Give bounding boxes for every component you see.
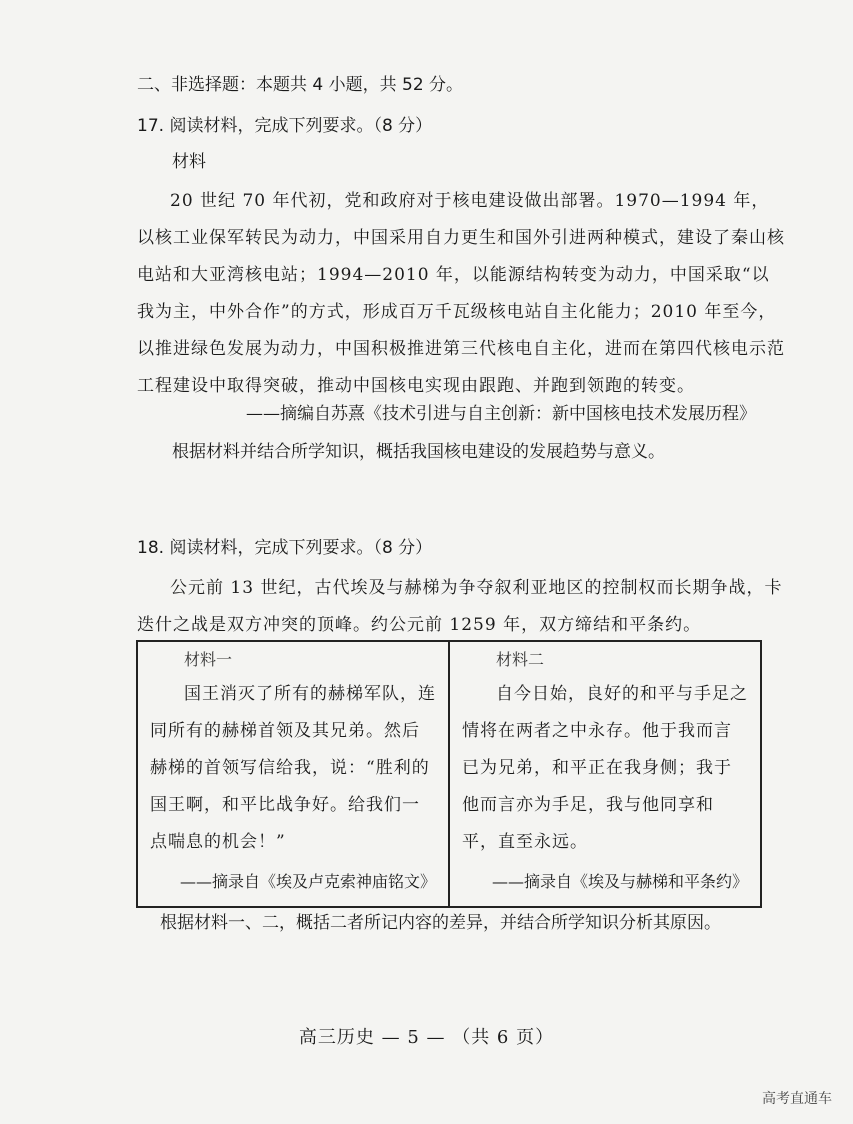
material-2-source: ——摘录自《埃及与赫梯和平条约》	[492, 872, 749, 891]
page-footer: 高三历史 — 5 — （共 6 页）	[298, 1027, 555, 1048]
q17-material-body: 20 世纪 70 年代初，党和政府对于核电建设做出部署。1970—1994 年，以核工业保军转民为动力，中国采用自力更生和国外引进两种模式，建设了秦山核电站和大亚湾核电站；1994—2010 年，以能源结构转变为动力，中国采取“以我为主，中外合作”的方式，形成百万千瓦级核电站自主化能力；2010 年至今，以推进绿色发展为动力，中国积极推进第三代核电自主化，进而在第四代核电示范工程建设中取得突破，推动中国核电实现由跟跑、并跑到领跑的转变。	[137, 191, 785, 396]
material-1-text: 国王消灭了所有的赫梯军队，连同所有的赫梯首领及其兄弟。然后赫梯的首领写信给我，说：“胜利的国王啊，和平比战争好。给我们一点喘息的机会！”	[150, 684, 436, 852]
q17-material-label: 材料	[172, 152, 206, 172]
q17-source: ——摘编自苏熹《技术引进与自主创新：新中国核电技术发展历程》	[246, 404, 756, 424]
material-2-text: 自今日始，良好的和平与手足之情将在两者之中永存。他于我而言已为兄弟，和平正在我身侧；我于他而言亦为手足，我与他同享和平，直至永远。	[462, 684, 748, 852]
material-1-label: 材料一	[184, 650, 233, 669]
watermark-text: 高考直通车	[762, 1091, 832, 1107]
material-2-label: 材料二	[496, 650, 545, 669]
material-1-cell	[138, 642, 450, 906]
q18-title: 18. 阅读材料，完成下列要求。（8 分）	[137, 538, 433, 558]
q18-material-table	[136, 640, 762, 908]
q18-task: 根据材料一、二，概括二者所记内容的差异，并结合所学知识分析其原因。	[160, 913, 721, 933]
q17-title: 17. 阅读材料，完成下列要求。（8 分）	[137, 116, 433, 136]
material-1-source: ——摘录自《埃及卢克索神庙铭文》	[180, 872, 437, 891]
q17-task: 根据材料并结合所学知识，概括我国核电建设的发展趋势与意义。	[172, 442, 665, 462]
section-heading: 二、非选择题：本题共 4 小题，共 52 分。	[137, 75, 464, 95]
material-2-cell	[450, 642, 760, 906]
q18-intro: 公元前 13 世纪，古代埃及与赫梯为争夺叙利亚地区的控制权而长期争战，卡迭什之战是双方冲突的顶峰。约公元前 1259 年，双方缔结和平条约。	[137, 578, 783, 635]
